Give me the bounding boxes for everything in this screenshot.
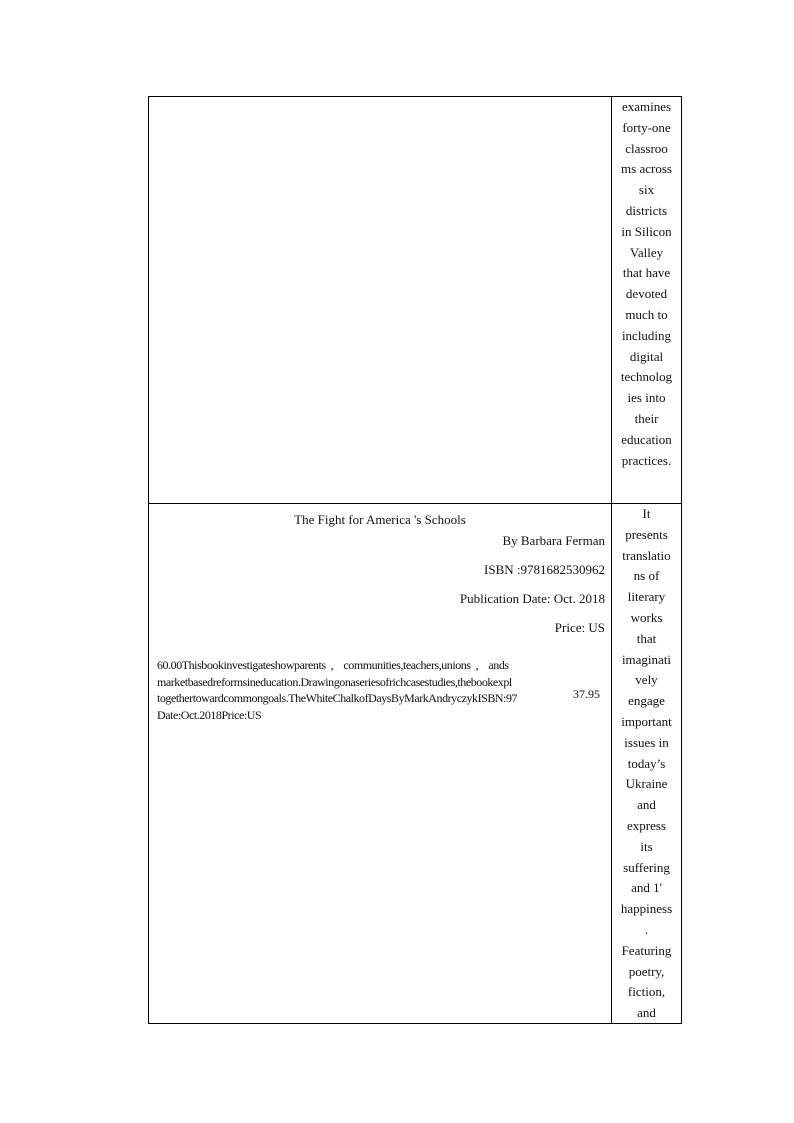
description-line: It [642,506,651,521]
row1-right-cell [612,97,681,503]
description-line: that [636,630,657,646]
description-line: express [627,817,666,833]
description-line: ns of [633,568,660,584]
description-line: technolog [620,369,673,385]
description-line: engage [628,693,665,709]
row1-description [612,97,681,471]
row2-right-cell [612,504,681,1023]
description-line: that have [622,265,671,281]
body-line-3: togethertowardcommongoals.TheWhiteChalkofDaysByMarkAndryczykISBN:97 [157,691,518,705]
book-isbn: ISBN :9781682530962 [484,562,605,577]
description-line: poetry, [628,963,665,979]
description-line: . [644,921,649,937]
description-line: practices. [621,452,672,468]
book-price: Price: US [554,620,605,635]
description-line: presents [625,526,668,542]
description-line: and [637,1005,656,1021]
description-line: digital [629,348,664,364]
description-line: Ukraine [625,776,668,792]
description-line: its [640,838,653,854]
row1-left-cell [149,97,611,503]
description-line: today’s [627,755,666,771]
description-line: their [634,410,659,426]
description-line: forty-one [622,119,671,135]
body-line-4: Date:Oct.2018Price:US [157,707,262,722]
description-line: classroo [625,140,668,156]
description-line: translatio [622,547,671,563]
description-line: works [630,609,663,625]
book-table [148,96,682,1024]
description-line: much to [625,306,668,322]
description-line: education [621,431,672,447]
description-line: devoted [625,286,668,302]
description-line: happiness [620,901,673,917]
description-line: ies into [627,390,666,406]
description-line: districts [625,202,668,218]
row2-left-cell [149,504,611,1023]
body-line-1: 60.00Thisbookinvestigateshowparents , communities,teachers,unions , ands [157,658,509,672]
book-publication-date: Publication Date: Oct. 2018 [459,591,605,606]
description-line: including [621,327,672,343]
description-line: and 1' [631,880,662,896]
overlapping-price: 37.95 [573,687,600,701]
book-author: By Barbara Ferman [502,533,605,548]
description-line: issues in [624,734,669,750]
description-line: and [637,797,656,813]
description-line: fiction, [627,984,666,1000]
description-line: six [638,182,655,198]
description-line: ms across [621,161,672,177]
description-line: Featuring [621,942,672,958]
description-line: literary [627,589,666,605]
description-line: in Silicon [621,223,672,239]
description-line: vely [635,672,658,688]
description-line: examines [621,99,672,114]
row2-description [612,504,681,1023]
book-title: The Fight for America 's Schools [294,512,466,527]
description-line: imaginati [621,651,672,667]
description-line: Valley [629,244,664,260]
body-line-2: marketbasedreformsineducation.Drawingonaseriesofrichcasestudies,thebookexpl [157,674,512,689]
description-line: important [621,713,672,729]
description-line: suffering [623,859,670,875]
